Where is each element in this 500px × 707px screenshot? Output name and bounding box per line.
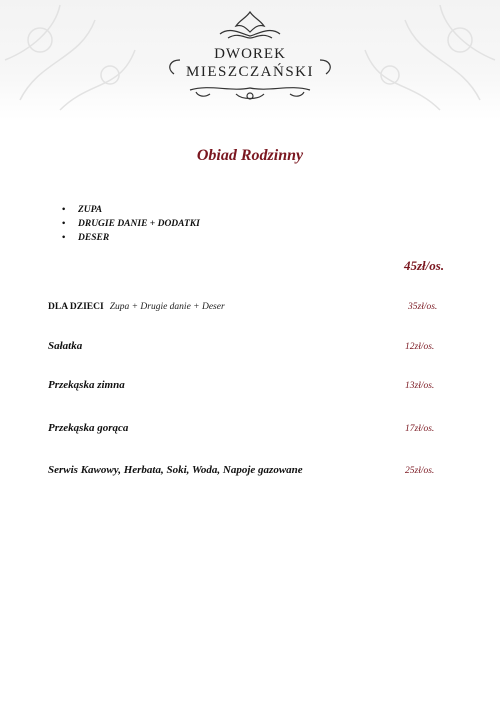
kids-menu-row xyxy=(48,302,448,312)
kids-description: Zupa + Drugie danie + Deser xyxy=(109,302,225,312)
kids-price: 35zł/os. xyxy=(408,302,438,312)
main-price: 45zł/os. xyxy=(404,258,445,273)
menu-item-row xyxy=(48,340,448,352)
menu-item-name: Przekąska gorąca xyxy=(48,422,129,434)
menu-item-name: Przekąska zimna xyxy=(48,379,125,391)
menu-title: Obiad Rodzinny xyxy=(196,147,304,164)
logo-text-line1: DWOREK xyxy=(214,46,286,62)
menu-item-name: Serwis Kawowy, Herbata, Soki, Woda, Napoje gazowane xyxy=(48,464,303,476)
course-label: DESER xyxy=(78,233,110,243)
bullet-icon: • xyxy=(62,233,66,243)
logo xyxy=(150,8,350,103)
course-label: ZUPA xyxy=(78,205,103,215)
menu-item-price: 13zł/os. xyxy=(405,381,435,391)
menu-item-price: 17zł/os. xyxy=(405,424,435,434)
menu-item-row xyxy=(48,379,448,391)
menu-item-name: Sałatka xyxy=(48,340,83,352)
header-banner xyxy=(0,0,500,120)
list-item xyxy=(62,231,200,245)
menu-item-price: 12zł/os. xyxy=(405,342,435,352)
course-list xyxy=(62,203,200,245)
bullet-icon: • xyxy=(62,219,66,229)
logo-text-line2: MIESZCZAŃSKI xyxy=(185,64,314,80)
menu-item-price: 25zł/os. xyxy=(405,466,435,476)
list-item xyxy=(62,217,200,231)
menu-item-row xyxy=(48,422,448,434)
list-item xyxy=(62,203,200,217)
course-label: DRUGIE DANIE + DODATKI xyxy=(78,219,200,229)
kids-label: DLA DZIECI xyxy=(48,302,104,312)
menu-item-row xyxy=(48,464,448,476)
bullet-icon: • xyxy=(62,205,66,215)
